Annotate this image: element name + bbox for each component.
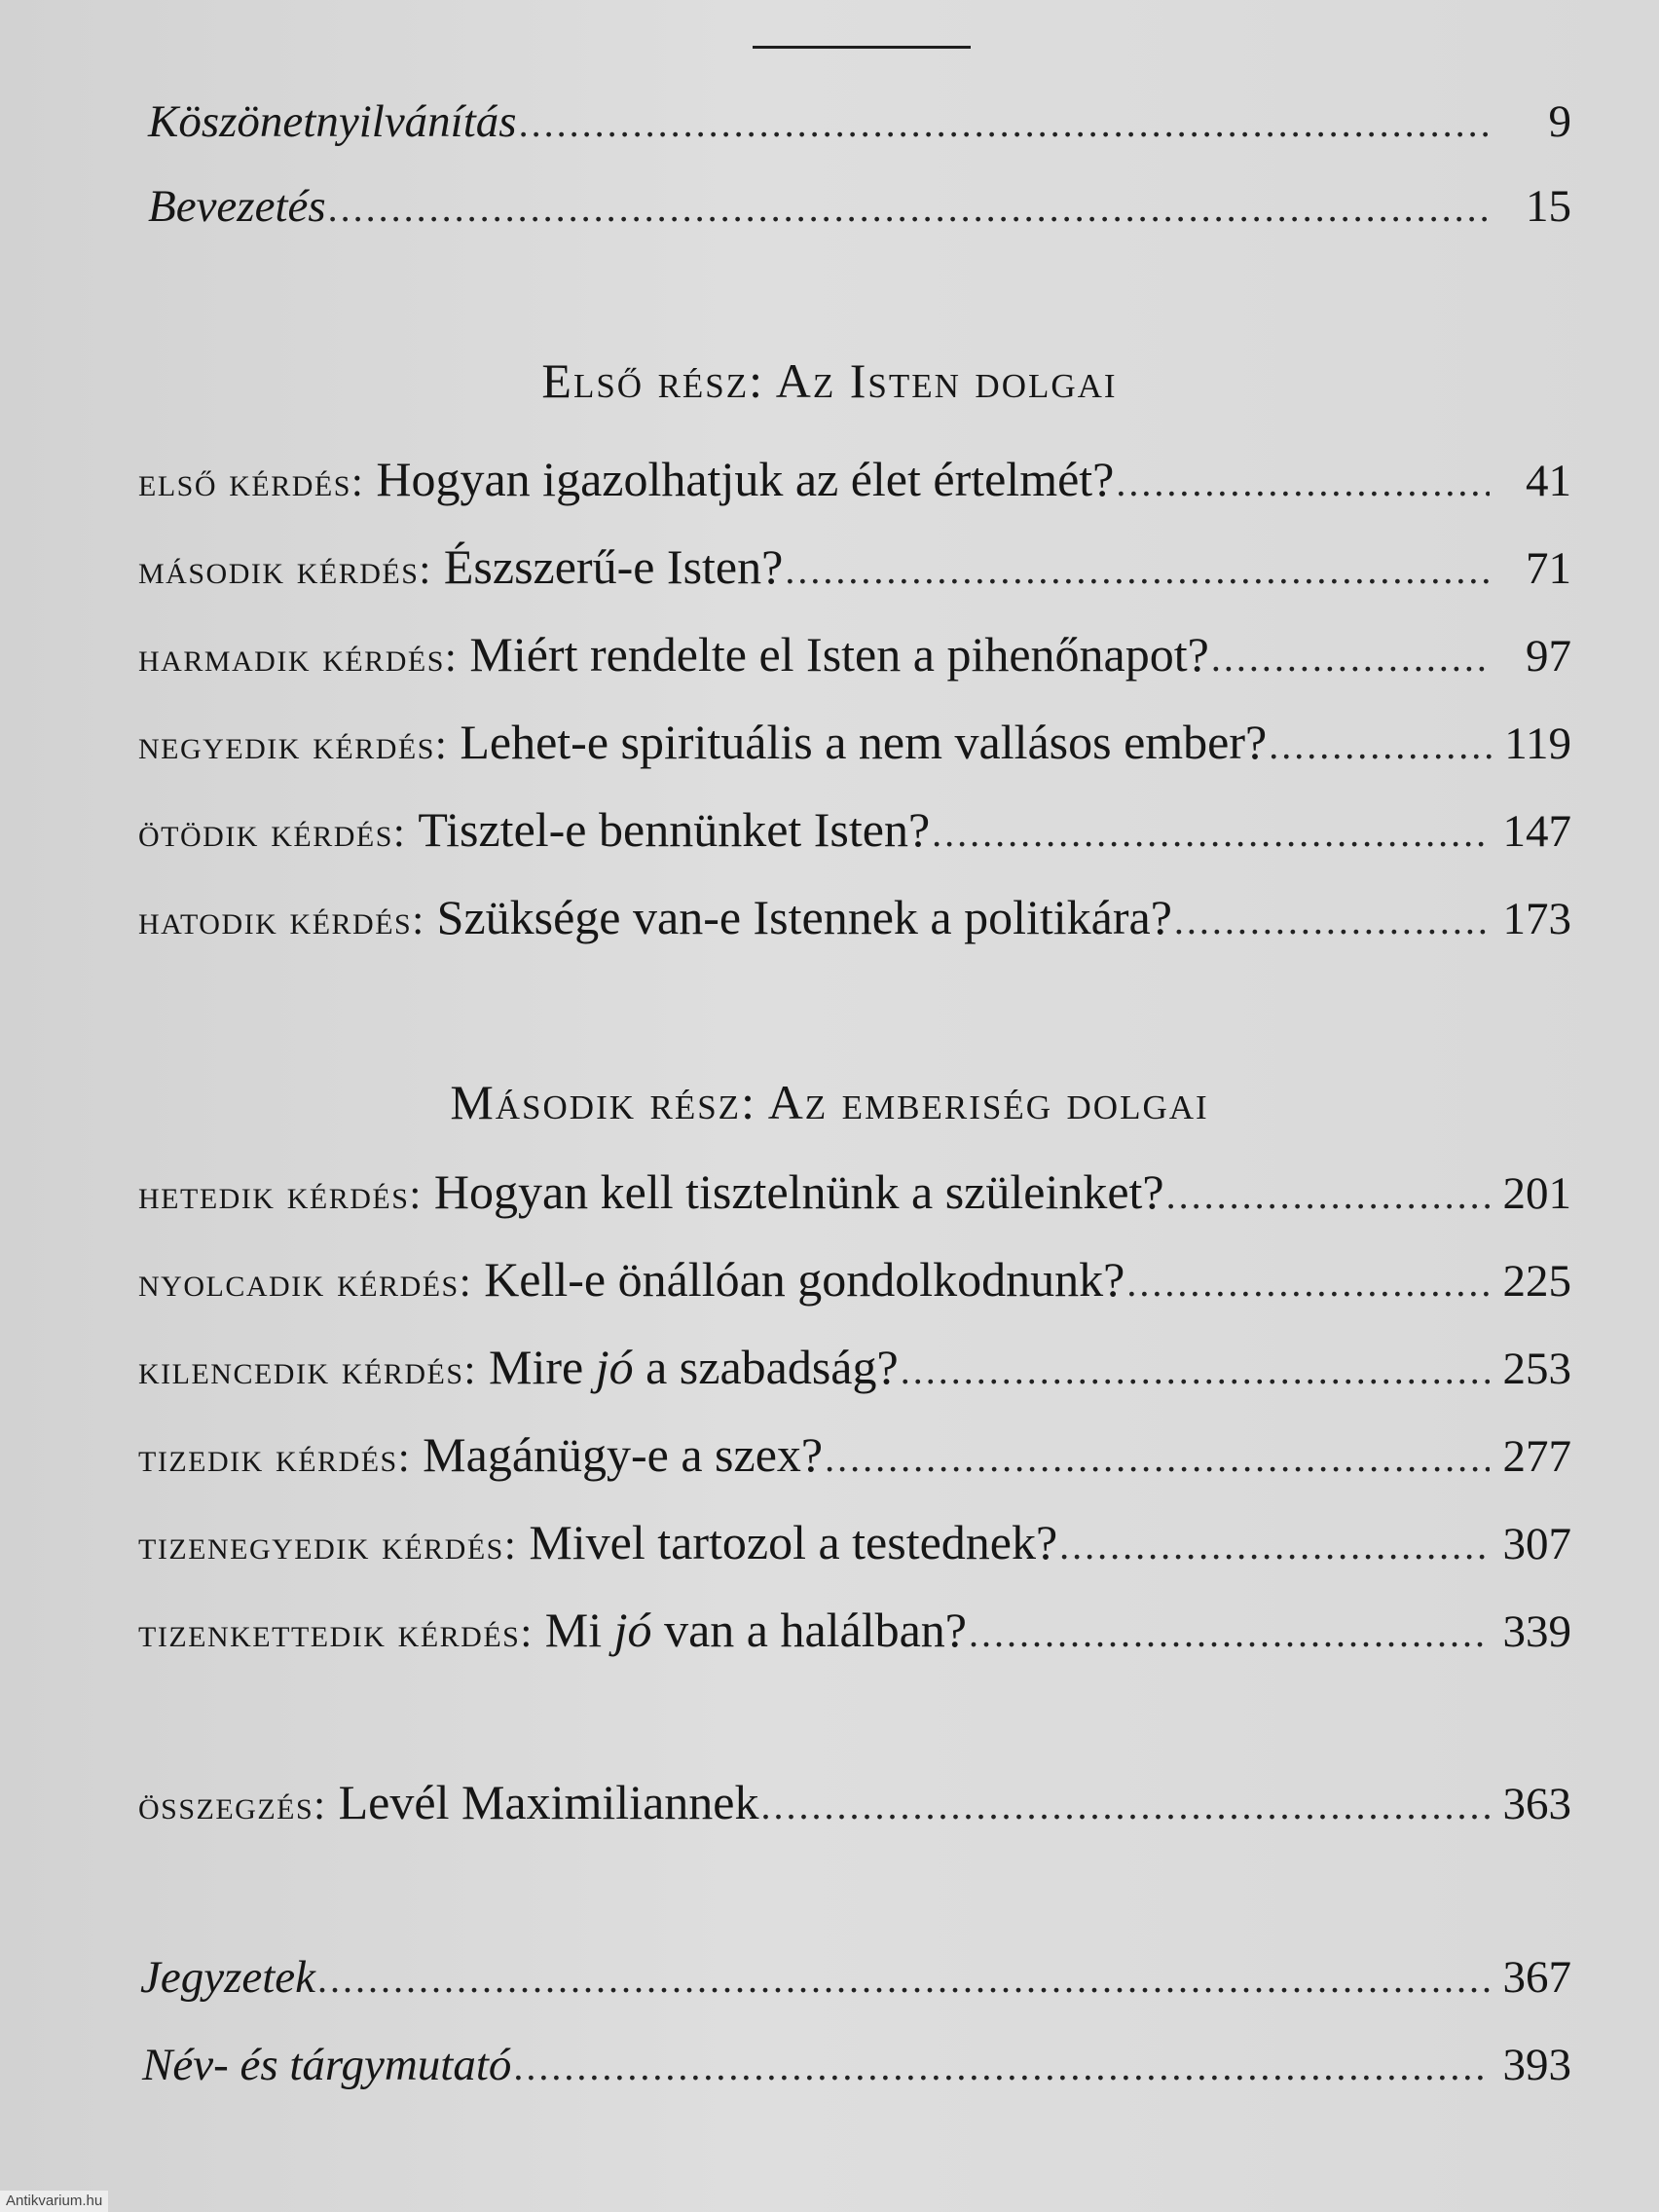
page-number: 147	[1502, 806, 1571, 857]
entry-label: tizenegyedik kérdés:	[138, 1523, 518, 1568]
toc-entry-question-2[interactable]	[138, 538, 1571, 595]
entry-label: kilencedik kérdés:	[138, 1347, 477, 1393]
watermark: Antikvarium.hu	[0, 2191, 108, 2212]
leader-dots	[825, 1435, 1489, 1481]
entry-label: összegzés:	[138, 1783, 327, 1828]
entry-label: negyedik kérdés:	[138, 722, 449, 768]
page-number: 173	[1502, 894, 1571, 944]
page-number: 119	[1504, 719, 1571, 769]
toc-entry-summary[interactable]	[138, 1774, 1571, 1830]
entry-title: Kell-e önállóan gondolkodnunk?	[484, 1252, 1125, 1307]
page-number: 15	[1526, 181, 1571, 232]
page-number: 41	[1526, 456, 1571, 506]
toc-entry-question-10[interactable]	[138, 1426, 1571, 1483]
leader-dots	[1116, 460, 1490, 505]
toc-entry-question-3[interactable]	[138, 626, 1571, 682]
leader-dots	[1174, 898, 1490, 943]
entry-title: Mire jó a szabadság?	[489, 1340, 899, 1394]
page-number: 9	[1548, 96, 1571, 147]
leader-dots	[317, 1956, 1489, 2002]
leader-dots	[932, 810, 1489, 856]
toc-entry-acknowledgements[interactable]	[138, 95, 1571, 148]
page-number: 71	[1526, 543, 1571, 594]
entry-title: Jegyzetek	[140, 1952, 316, 2003]
leader-dots	[760, 1783, 1489, 1828]
toc-entry-question-9[interactable]	[138, 1339, 1571, 1395]
entry-title: Tisztel-e bennünket Isten?	[418, 802, 931, 857]
entry-title: Bevezetés	[148, 181, 326, 232]
page-number: 97	[1526, 631, 1571, 682]
toc-entry-question-7[interactable]	[138, 1163, 1571, 1220]
page-number: 367	[1502, 1952, 1571, 2003]
toc-entry-question-4[interactable]	[138, 714, 1571, 770]
entry-title: Név- és tárgymutató	[142, 2040, 512, 2090]
entry-label: második kérdés:	[138, 547, 432, 593]
toc-entry-question-6[interactable]	[138, 889, 1571, 945]
entry-title: Magánügy-e a szex?	[423, 1427, 824, 1482]
page-number: 363	[1502, 1779, 1571, 1829]
entry-label: nyolcadik kérdés:	[138, 1260, 473, 1306]
entry-title: Levél Maximiliannek	[338, 1775, 759, 1829]
entry-title: Szüksége van-e Istennek a politikára?	[436, 890, 1172, 944]
page-number: 393	[1502, 2040, 1571, 2090]
page-number: 201	[1502, 1168, 1571, 1219]
toc-entry-notes[interactable]	[138, 1951, 1571, 2004]
toc-entry-question-8[interactable]	[138, 1251, 1571, 1308]
entry-title: Lehet-e spirituális a nem vallásos ember?	[460, 715, 1268, 769]
top-rule-divider	[753, 46, 971, 49]
leader-dots	[1166, 1172, 1490, 1218]
leader-dots	[1126, 1260, 1489, 1306]
leader-dots	[1269, 722, 1493, 768]
entry-label: ötödik kérdés:	[138, 810, 407, 856]
toc-entry-index[interactable]	[138, 2039, 1571, 2091]
page-number: 339	[1502, 1606, 1571, 1657]
entry-label: hetedik kérdés:	[138, 1172, 423, 1218]
page-number: 253	[1502, 1344, 1571, 1394]
toc-entry-question-5[interactable]	[138, 801, 1571, 858]
entry-label: tizenkettedik kérdés:	[138, 1610, 534, 1656]
entry-title: Köszönetnyilvánítás	[148, 96, 517, 147]
entry-label: első kérdés:	[138, 460, 365, 505]
entry-title: Miért rendelte el Isten a pihenőnapot?	[469, 627, 1209, 682]
leader-dots	[519, 100, 1490, 146]
toc-entry-introduction[interactable]	[138, 180, 1571, 233]
entry-title: Észszerű-e Isten?	[443, 539, 784, 594]
leader-dots	[1059, 1523, 1489, 1568]
entry-label: tizedik kérdés:	[138, 1435, 412, 1481]
entry-title: Hogyan kell tisztelnünk a szüleinket?	[433, 1164, 1164, 1219]
entry-title: Hogyan igazolhatjuk az élet értelmét?	[376, 452, 1115, 506]
entry-title: Mi jó van a halálban?	[544, 1603, 967, 1657]
leader-dots	[513, 2044, 1489, 2089]
entry-label: hatodik kérdés:	[138, 898, 425, 943]
leader-dots	[1211, 635, 1490, 681]
page-number: 307	[1502, 1519, 1571, 1569]
part-1-heading: Első rész: Az Isten dolgai	[541, 353, 1118, 408]
toc-entry-question-12[interactable]	[138, 1602, 1571, 1658]
page-number: 277	[1502, 1431, 1571, 1482]
leader-dots	[901, 1347, 1490, 1393]
part-2-heading: Második rész: Az emberiség dolgai	[450, 1075, 1209, 1129]
toc-entry-question-1[interactable]	[138, 451, 1571, 507]
entry-label: harmadik kérdés:	[138, 635, 459, 681]
leader-dots	[785, 547, 1490, 593]
leader-dots	[969, 1610, 1490, 1656]
entry-title: Mivel tartozol a testednek?	[529, 1515, 1058, 1569]
toc-entry-question-11[interactable]	[138, 1514, 1571, 1570]
leader-dots	[328, 185, 1490, 231]
page-number: 225	[1502, 1256, 1571, 1307]
